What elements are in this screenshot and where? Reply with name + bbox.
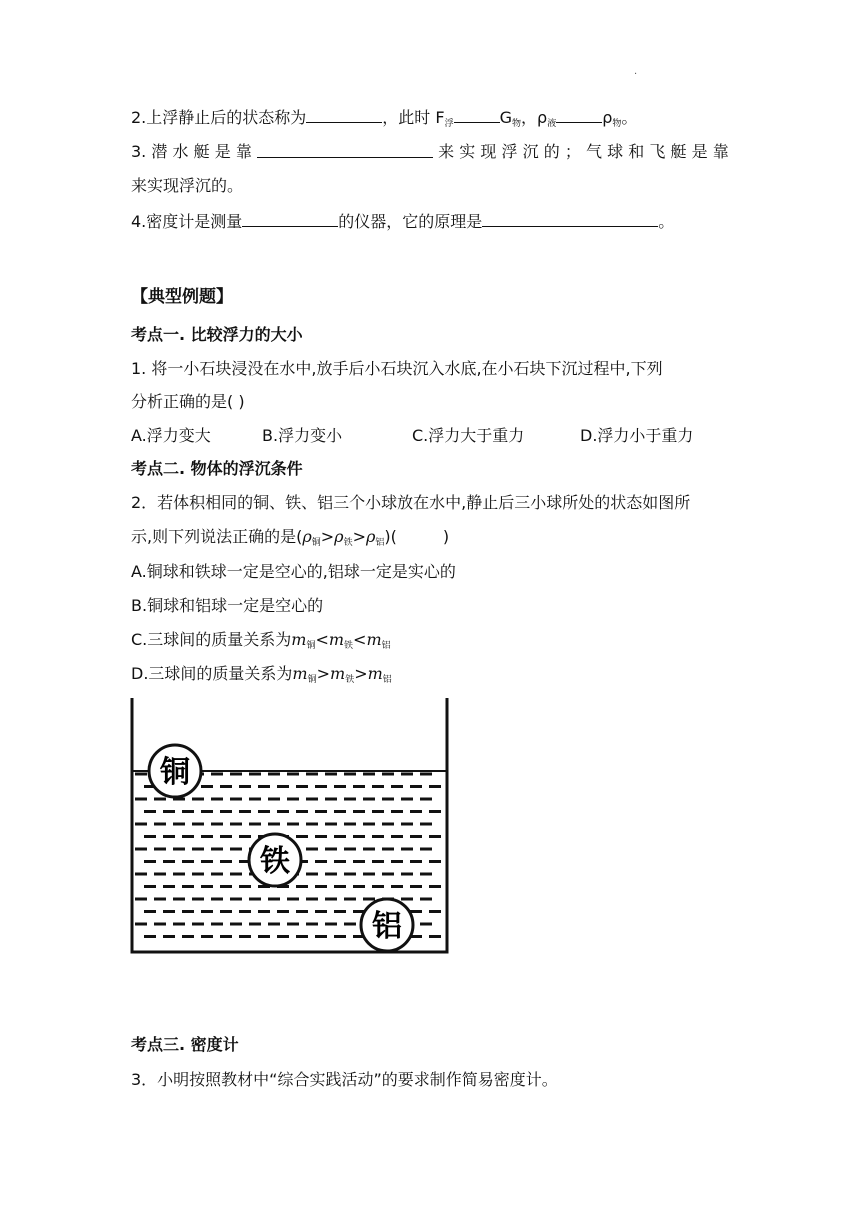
fill-in-q3-line2: 来实现浮沉的。 (131, 176, 244, 195)
kp2-option-b[interactable]: B.铜球和铝球一定是空心的 (131, 596, 324, 615)
kp3-question-line1: 3．小明按照教材中“综合实践活动”的要求制作简易密度计。 (131, 1070, 558, 1089)
ball-aluminum (361, 899, 413, 951)
fill-in-q4: 4.密度计是测量 的仪器，它的原理是 。 (131, 212, 675, 231)
answer-blank[interactable] (306, 106, 382, 123)
ball-copper (149, 745, 201, 797)
answer-blank[interactable] (257, 141, 433, 158)
fill-in-q3-line1: 3. 潜 水 艇 是 靠 来 实 现 浮 沉 的 ； 气 球 和 飞 艇 是 靠 (131, 142, 729, 161)
answer-blank[interactable] (454, 106, 500, 123)
ball-aluminum-label: 铝 (372, 909, 402, 944)
buoyancy-figure (127, 696, 453, 956)
page-mark: . (634, 66, 638, 77)
kp3-title: 考点三. 密度计 (131, 1035, 239, 1054)
kp2-title: 考点二. 物体的浮沉条件 (131, 459, 303, 478)
fill-in-q2: 2.上浮静止后的状态称为 ，此时 $F_浮$ $G_物$，$\rho_液$ $\rho_物$。 (131, 108, 638, 129)
section-title: 【典型例题】 (131, 287, 233, 307)
kp2-option-a[interactable]: A.铜球和铁球一定是空心的,铝球一定是实心的 (131, 562, 456, 581)
ball-iron-label: 铁 (260, 844, 290, 879)
kp1-question-line1: 1. 将一小石块浸没在水中,放手后小石块沉入水底,在小石块下沉过程中,下列 (131, 359, 663, 378)
answer-blank[interactable] (482, 210, 658, 227)
kp2-question-line1: 2．若体积相同的铜、铁、铝三个小球放在水中,静止后三小球所处的状态如图所 (131, 493, 691, 512)
kp1-title: 考点一. 比较浮力的大小 (131, 325, 303, 344)
answer-blank[interactable] (242, 210, 338, 227)
ball-copper-label: 铜 (160, 755, 190, 790)
ball-iron (249, 834, 301, 886)
kp1-question-line2: 分析正确的是( ) (131, 392, 245, 411)
option-d[interactable]: D.浮力小于重力 (580, 426, 694, 445)
kp2-option-d[interactable]: D.三球间的质量关系为$m_铜>m_铁>m_铝$ (131, 664, 392, 685)
kp2-option-c[interactable]: C.三球间的质量关系为$m_铜<m_铁<m_铝$ (131, 630, 391, 651)
kp1-options (131, 425, 731, 447)
kp2-question-line2: 示,则下列说法正确的是$(\rho_铜>\rho_铁>\rho_铝)$( ) (131, 527, 450, 548)
answer-blank[interactable] (556, 106, 602, 123)
option-a[interactable]: A.浮力变大 (131, 426, 211, 445)
option-b[interactable]: B.浮力变小 (262, 426, 343, 445)
option-c[interactable]: C.浮力大于重力 (412, 426, 525, 445)
